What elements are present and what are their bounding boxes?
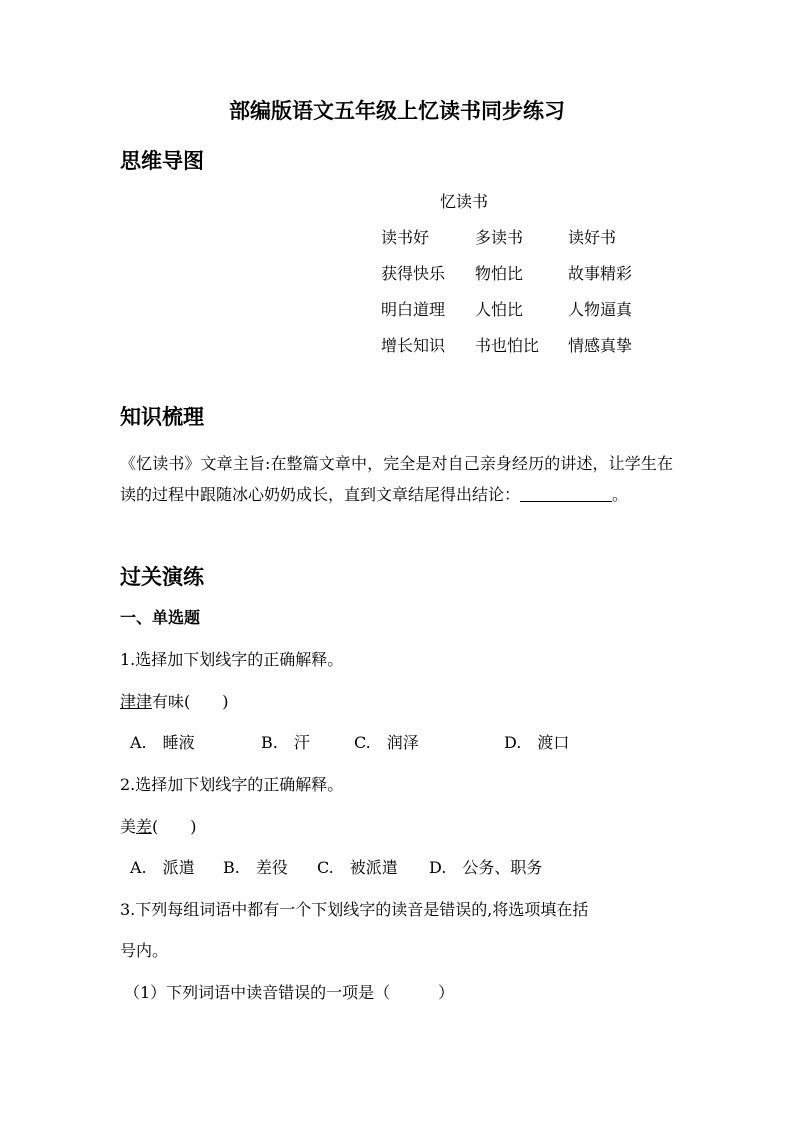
option-d[interactable]: D. 公务、职务 xyxy=(429,858,543,877)
mindmap-cell: 人物逼真 xyxy=(568,300,633,319)
question-3-stem-line1: 3.下列每组词语中都有一个下划线字的读音是错误的,将选项填在括 xyxy=(120,900,589,919)
mindmap-cell: 故事精彩 xyxy=(568,264,633,283)
knowledge-text: 《忆读书》文章主旨:在整篇文章中，完全是对自己亲身经历的讲述，让学生在读的过程中跟随冰心奶奶成长，直到文章结尾得出结论： xyxy=(120,454,673,504)
question-1-word xyxy=(120,690,229,714)
word-plain: 美 xyxy=(120,817,137,836)
mindmap-cell: 物怕比 xyxy=(475,264,524,283)
option-a[interactable]: A. 睡液 xyxy=(130,733,195,752)
word-rest: ( ) xyxy=(152,817,197,836)
knowledge-paragraph xyxy=(120,448,673,510)
option-c[interactable]: C. 润泽 xyxy=(354,733,419,752)
option-b[interactable]: B. 汗 xyxy=(261,733,310,752)
question-2-stem: 2.选择加下划线字的正确解释。 xyxy=(120,775,344,794)
option-a[interactable]: A. 派遣 xyxy=(130,858,195,877)
answer-blank[interactable] xyxy=(520,483,612,502)
mindmap-cell: 书也怕比 xyxy=(475,336,540,355)
option-c[interactable]: C. 被派遣 xyxy=(317,858,398,877)
mindmap-grid xyxy=(381,226,668,370)
section-heading-knowledge: 知识梳理 xyxy=(120,405,204,429)
mindmap-cell: 多读书 xyxy=(475,228,524,247)
mindmap-row xyxy=(381,334,668,370)
mindmap-cell: 获得快乐 xyxy=(381,264,446,283)
underlined-word: 津津 xyxy=(120,692,153,711)
mindmap-row xyxy=(381,262,668,298)
option-b[interactable]: B. 差役 xyxy=(223,858,288,877)
mindmap-row xyxy=(381,298,668,334)
mindmap-cell: 明白道理 xyxy=(381,300,446,319)
document-title: 部编版语文五年级上忆读书同步练习 xyxy=(229,99,565,123)
mindmap-root: 忆读书 xyxy=(440,192,489,211)
subheading-single-choice: 一、单选题 xyxy=(120,608,201,627)
section-heading-mindmap: 思维导图 xyxy=(120,149,204,173)
question-1-stem: 1.选择加下划线字的正确解释。 xyxy=(120,650,344,669)
word-rest: 有味( ) xyxy=(152,692,229,711)
knowledge-end: 。 xyxy=(612,485,629,504)
mindmap-cell: 增长知识 xyxy=(381,336,446,355)
question-3-stem-line2: 号内。 xyxy=(120,941,169,960)
mindmap-row xyxy=(381,226,668,262)
mindmap-cell: 读书好 xyxy=(381,228,430,247)
mindmap-cell: 读好书 xyxy=(568,228,617,247)
mindmap-cell: 人怕比 xyxy=(475,300,524,319)
mindmap-cell: 情感真挚 xyxy=(568,336,633,355)
section-heading-practice: 过关演练 xyxy=(120,565,204,589)
underlined-word: 差 xyxy=(136,817,153,836)
option-d[interactable]: D. 渡口 xyxy=(504,733,570,752)
question-2-word xyxy=(120,815,197,839)
question-3-sub-1: （1）下列词语中读音错误的一项是（ ） xyxy=(124,983,455,1002)
